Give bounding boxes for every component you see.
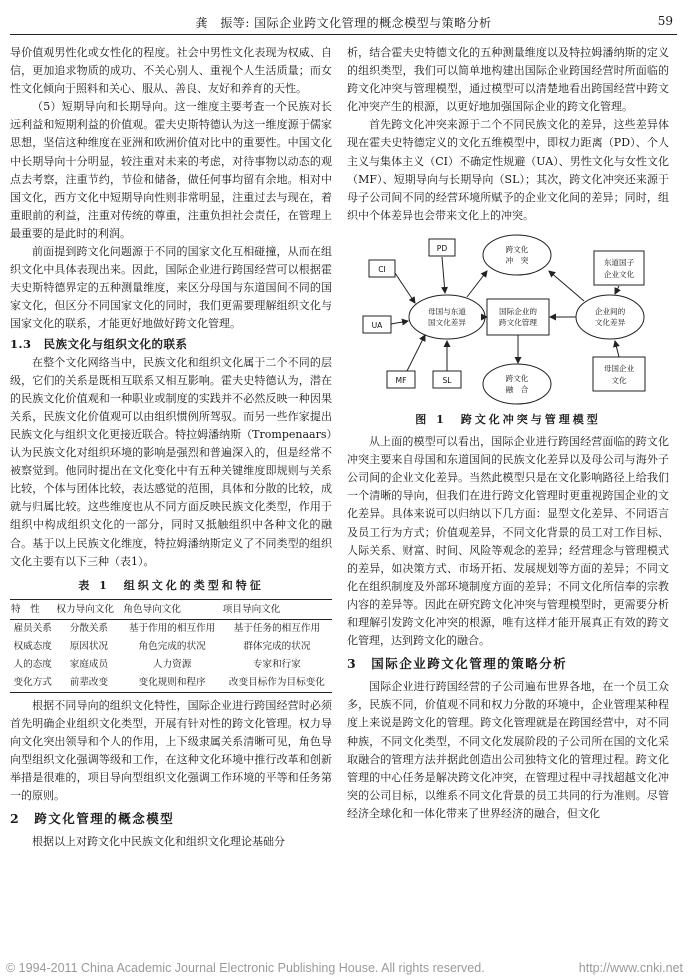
home-host-label: 母国与东道 [428,306,466,316]
table-cell: 人的态度 [13,659,52,671]
table-cell: 角色完成的状况 [138,641,206,653]
table-title: 表 1 组织文化的类型和特征 [78,578,264,592]
page-footer [0,961,689,977]
host-culture-label: 企业文化 [603,269,635,279]
figure-caption: 图 1 跨文化冲突与管理模型 [415,412,601,426]
parent-culture-box [593,357,645,391]
paragraph: 在整个文化网络当中，民族文化和组织文化属于二个不同的层级，它们的关系是既相互联系又相互影响。霍夫史特德认为，潜在的民族文化价值观和一种职业或制度的实践并不必然反映一种因果关系，民族文化价值观可以由组织惯例所驾驭。而另一些作家提出民族文化与组织文化更接近联合。特拉姆潘纳斯（Trompenaars）认为民族文化对组织环境的影响是强烈和普遍深入的，但是经常不被察觉到。他同时提出在文化变化中有五种关键维度即规则与关系比较，个体与团体比较，表达感觉的范围，具体和分散的比较，成就与归属比较。这些维度也从不同方面反映民族文化类型，作用于组织中构成组织文化的一部分，同时又抵触组织中各种文化的融合。基于以上民族文化维度，特拉姆潘纳斯定义了不同类型的组织文化主要有以下三种（表1）。 [10,355,332,568]
conflict-label: 冲 突 [505,255,529,265]
left-column [10,44,332,852]
table-cell: 变化规则和程序 [138,677,206,689]
pd-label: PD [436,243,448,253]
table-header-row [10,599,332,619]
table-cell: 人力资源 [152,659,192,671]
section-heading-2: 2 跨文化管理的概念模型 [10,811,175,827]
intercompany-label: 企业间的 [594,306,626,316]
intercompany-ellipse [576,295,644,339]
home-host-label: 国文化差异 [428,317,466,327]
site-url: http://www.cnki.net [578,961,683,975]
fusion-ellipse [483,364,551,404]
fusion-label: 跨文化 [505,373,529,383]
table-header-cell: 权力导向文化 [55,599,122,619]
table-cell: 前辈改变 [69,677,109,689]
conflict-label: 跨文化 [505,244,529,254]
table-cell: 基于任务的相互作用 [233,623,321,635]
table-cell: 家庭成员 [69,659,109,671]
paragraph: 根据不同导向的组织文化特性，国际企业进行跨国经营时必须首先明确企业组织文化类型，开展有针对性的跨文化管理。权力导向文化突出领导和个人的作用，上下级隶属关系清晰可见，角色导向型组织文化强调等级和工作，在这种文化环境中推行改革和创新举措是很难的，项目导向型组织文化强调工作环境的平等和任务第一的原则。 [10,698,332,803]
table-header-cell: 特 性 [10,599,55,619]
conflict-ellipse [483,235,551,275]
paragraph: 导价值观男性化或女性化的程度。社会中男性文化表现为权威、自信，更加追求物质的成功、不关心别人、重视个人生活质量；而女性文化倾向于照料和关心、服从、善良、友好和养育的天性。 [10,46,332,96]
paragraph: 从上面的模型可以看出，国际企业进行跨国经营面临的跨文化冲突主要来自母国和东道国间的民族文化差异以及母公司与海外子公司间的企业文化差异。当然此模型只是在文化影响路径上给我们一个清晰的导向，但我们在进行跨文化管理时更重视跨国企业的文化差异。具体来说可以归纳以下几方面：显型文化差异、不同语言及员工行为方式；价值观差异，不同文化背景的员工对工作目标、人际关系、财富、时间、风险等观念的差异；经营理念与管理模式的差异，如决策方式、市场开拓、发展规划等方面的差异；不同文化在组织制度及外部环境制度方面的差异；不同文化所信奉的宗教内容的差异等。因此在研究跨文化冲突与管理模型时，更需要分析和理解引发跨文化冲突的根源，唯有这样才能开展真正有效的跨文化管理，达到跨文化的融合。 [347,435,669,648]
intl-culture-label: 国际企业的 [499,306,537,316]
table-row [10,638,332,656]
paragraph: 析，结合霍夫史特德文化的五种测量维度以及特拉姆潘纳斯的定义的组织类型，我们可以简单地构建出国际企业跨国经营时所面临的跨文化冲突与管理模型，通过模型可以清楚地看出跨国经营中跨文化冲突产生的根源，以更好地加强国际企业的跨文化管理。 [347,46,669,114]
ci-label: CI [378,264,386,274]
right-column [347,44,669,823]
table-cell: 分散关系 [69,623,109,635]
ua-label: UA [371,320,383,330]
paragraph: 根据以上对跨文化中民族文化和组织文化理论基础分 [32,835,285,849]
paragraph: 国际企业进行跨国经营的子公司遍布世界各地，在一个员工众多，民族不同，价值观不同和权力分散的环境中，企业管理某种程度上来说是跨文化的管理。跨文化管理就是在跨国经营中，对不同种族，不同文化类型，不同文化发展阶段的子公司所在国的文化采取融合的管理方法并据此创造出公司独特文化的管理过程。跨文化管理的中心任务是解决跨文化冲突，在管理过程中寻找超越文化冲突的公司目标，以维系不同文化背景的员工共同的行为准则。尽管经济全球化和一体化带来了世界经济的融合，但文化 [347,680,669,820]
table-cell: 群体完成的状况 [243,641,311,653]
table-cell: 专家和行家 [252,659,301,671]
table-header-cell: 角色导向文化 [122,599,221,619]
table-row [10,674,332,693]
running-title: 龚 振等: 国际企业跨文化管理的概念模型与策略分析 [195,16,492,30]
table-cell: 基于作用的相互作用 [128,623,216,635]
table-cell: 改变目标作为目标变化 [228,677,325,689]
page-number: 59 [657,14,673,28]
culture-type-table [10,599,332,693]
paragraph: 首先跨文化冲突来源于二个不同民族文化的差异，这些差异体现在霍夫史特德定义的文化五维模型中，即权力距离（PD）、个人主义与集体主义（CI）不确定性规避（UA）、男性文化与女性文化（MF）、短期导向与长期导向（SL）；其次，跨文化冲突还来源于母子公司间不同的经营环境所赋予的企业文化间的差异；同时，组织中个体差异也会带来文化上的冲突。 [347,118,669,222]
table-cell: 雇员关系 [13,623,52,635]
table-cell: 原因状况 [69,641,109,653]
host-culture-box [594,251,644,285]
intl-culture-label: 跨文化管理 [499,317,537,327]
table-cell: 变化方式 [13,677,52,689]
page-header [10,8,677,35]
paragraph: 前面提到跨文化问题源于不同的国家文化互相碰撞，从而在组织文化中具体表现出来。因此，国际企业进行跨国经营可以根据霍夫史斯特德界定的五种测量维度，来区分母国与东道国间不同的国家文化，但区分不同国家文化的同时，我们更需要理解组织文化与国家文化的联系，才能更好地做好跨文化管理。 [10,245,332,331]
mf-label: MF [395,375,407,385]
parent-culture-label: 文化 [611,375,627,385]
host-culture-label: 东道国子 [603,257,635,267]
model-diagram [347,231,669,409]
intl-culture-box [487,299,549,335]
parent-culture-label: 母国企业 [603,363,635,373]
model-figure [347,231,669,409]
copyright-text: © 1994-2011 China Academic Journal Electronic Publishing House. All rights reserved. [6,961,485,975]
section-heading-1-3: 1.3 民族文化与组织文化的联系 [10,336,188,351]
table-row [10,656,332,674]
intercompany-label: 文化差异 [594,317,626,327]
section-heading-3: 3 国际企业跨文化管理的策略分析 [347,656,568,672]
sl-label: SL [442,375,452,385]
table-row [10,619,332,638]
paragraph: （5）短期导向和长期导向。这一维度主要考查一个民族对长远利益和短期利益的价值观。霍夫史斯特德认为这一维度源于儒家思想，坚信这种维度在亚洲和欧洲价值对比中的重要性。中国文化中长期导向十分明显，较注重对未来的考虑，对待事物以动态的观点去考察，注重节约，节俭和储备，做任何事均留有余地。相对中国文化，西方文化中短期导向性则非常明显，注重过去与现在，着重眼前的利益，注重对传统的尊重，注重负担社会责任，在管理上最重要的是此时的利润。 [10,100,332,240]
table-cell: 权威态度 [13,641,52,653]
home-host-ellipse [409,295,485,339]
table-header-cell: 项目导向文化 [222,599,332,619]
fusion-label: 融 合 [505,384,529,394]
